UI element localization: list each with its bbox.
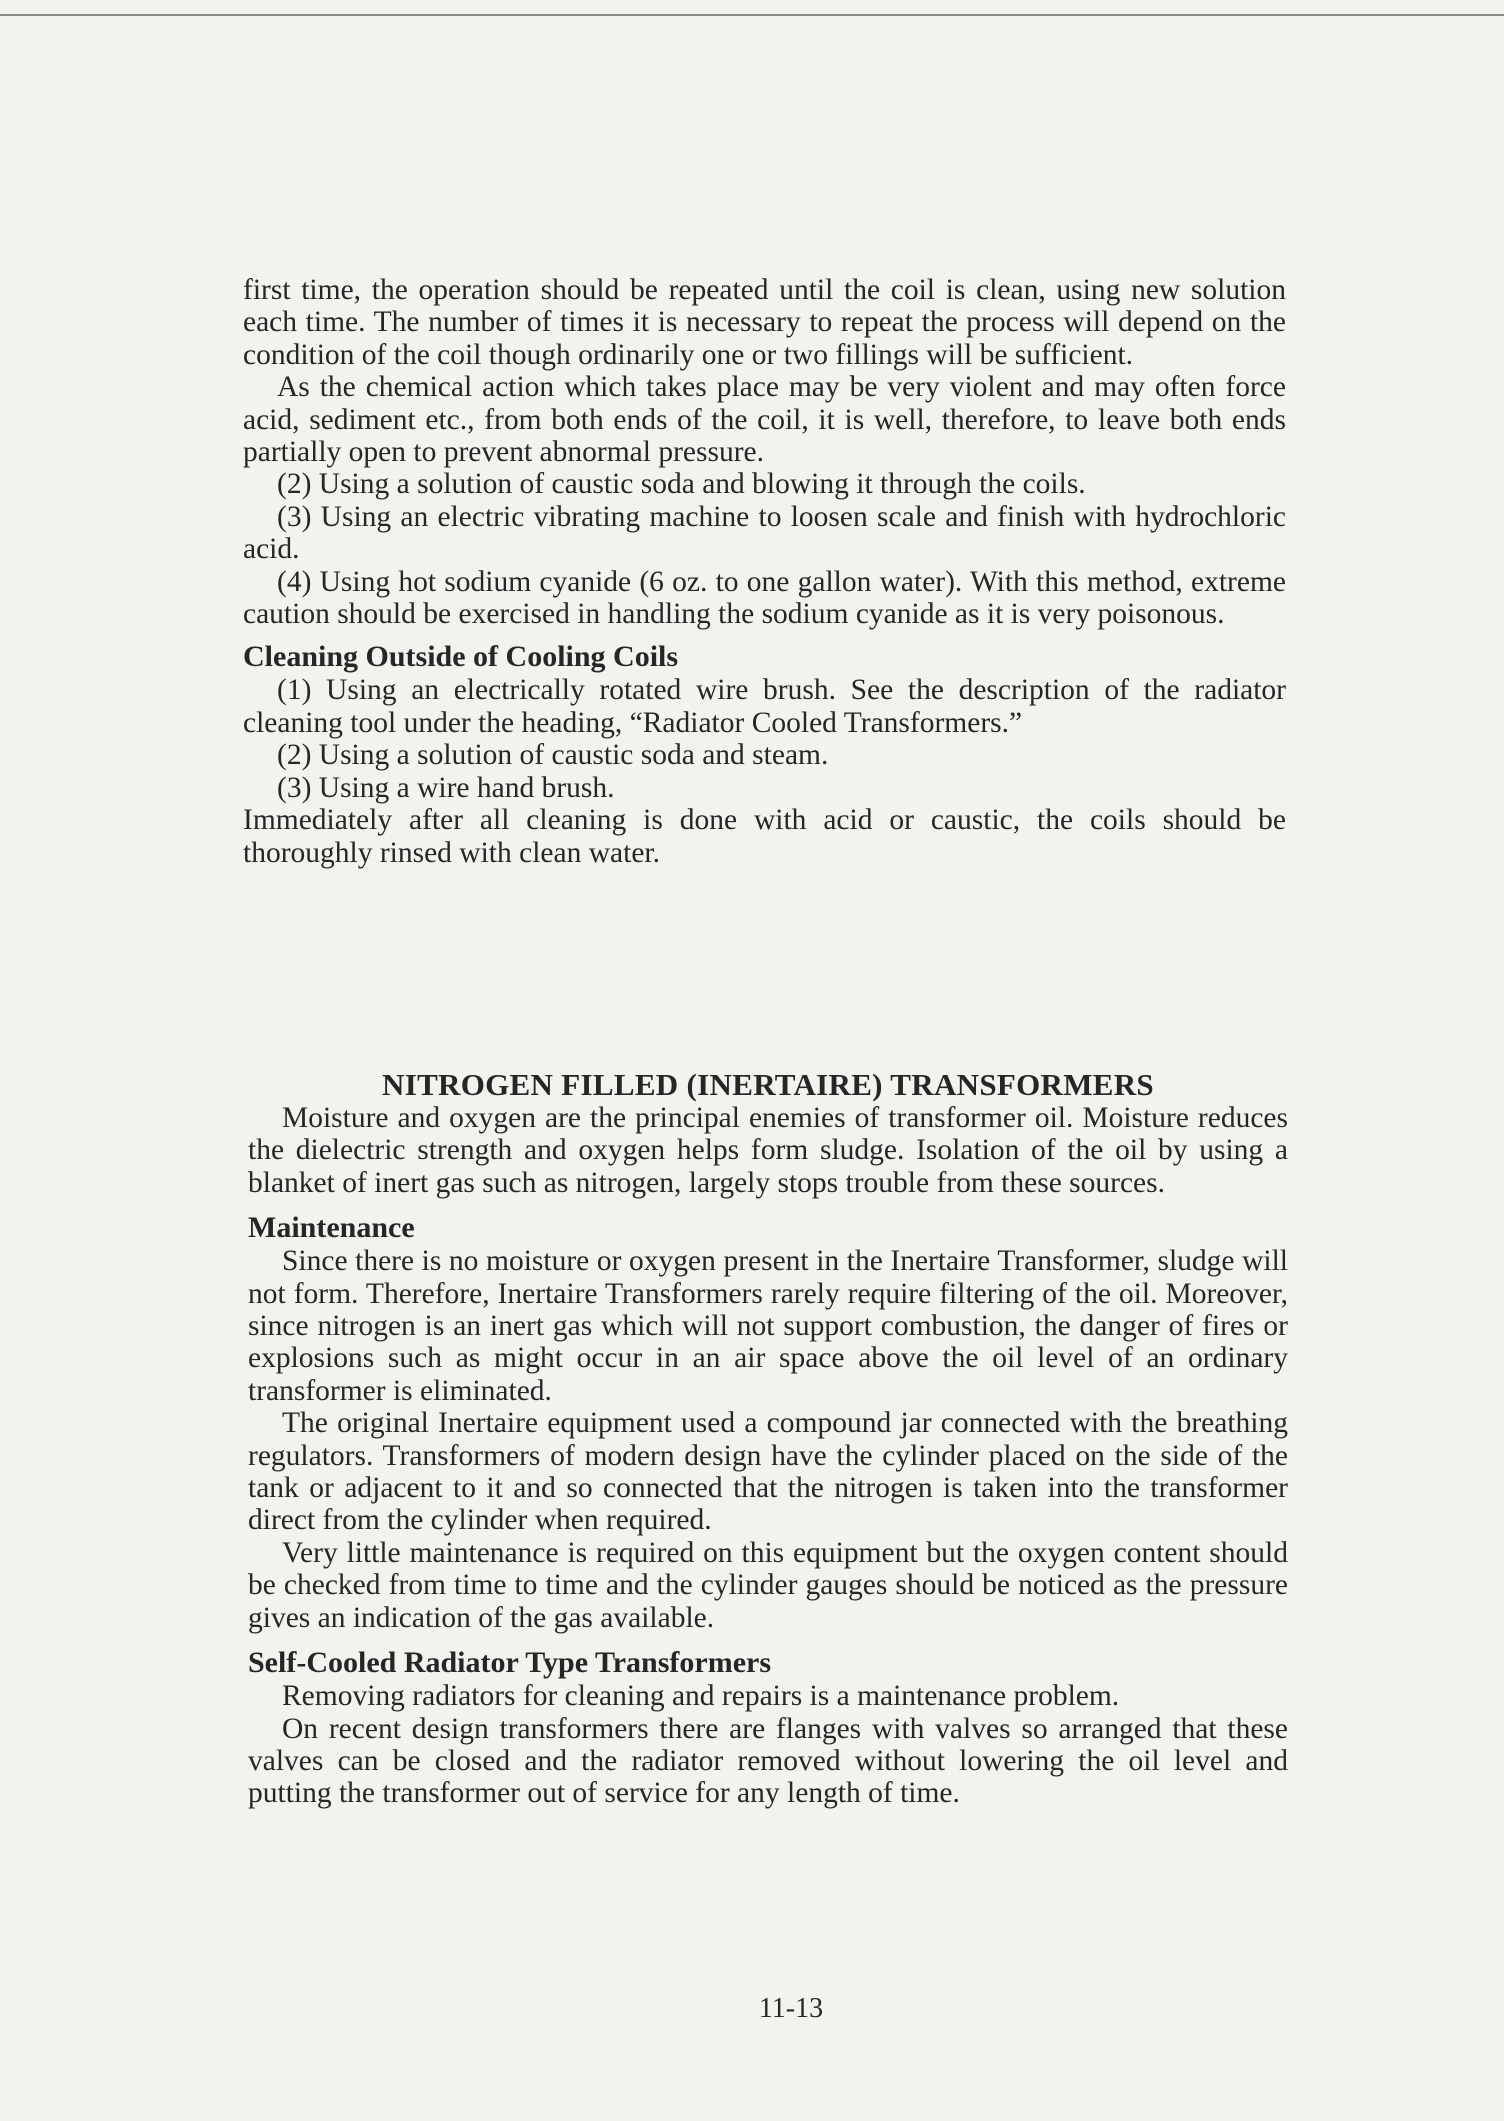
- paragraph-maintenance-2: The original Inertaire equipment used a compound jar connected with the breathing regulators. Transformers of modern design have the cylinder placed on the side of the tank or adjacent to it and so connected that the nitrogen is taken into the transformer direct from the cylinder when required.: [248, 1407, 1288, 1537]
- list-item-method-4: (4) Using hot sodium cyanide (6 oz. to one gallon water). With this method, extreme caution should be exercised in handling the sodium cyanide as it is very poisonous.: [243, 565, 1286, 631]
- text-column-upper: [243, 274, 1286, 869]
- top-rule: [0, 14, 1504, 16]
- section-title-nitrogen: NITROGEN FILLED (INERTAIRE) TRANSFORMERS: [382, 1067, 1154, 1102]
- paragraph-maintenance-3: Very little maintenance is required on this equipment but the oxygen content should be checked from time to time and the cylinder gauges should be noticed as the pressure gives an indication of the gas available.: [248, 1536, 1288, 1634]
- paragraph-rinse: Immediately after all cleaning is done with acid or caustic, the coils should be thoroughly rinsed with clean water.: [243, 804, 1286, 869]
- list-item-outside-2: (2) Using a solution of caustic soda and steam.: [277, 739, 829, 772]
- heading-cleaning-outside: Cleaning Outside of Cooling Coils: [243, 640, 679, 674]
- list-item-outside-1: (1) Using an electrically rotated wire brush. See the description of the radiator cleaning tool under the heading, “Radiator Cooled Transformers.”: [243, 674, 1286, 739]
- heading-maintenance: Maintenance: [248, 1211, 415, 1245]
- text-column-lower: [248, 1068, 1288, 1810]
- list-item-method-2: (2) Using a solution of caustic soda and blowing it through the coils.: [277, 468, 1086, 501]
- paragraph-continuation: first time, the operation should be repeated until the coil is clean, using new solution each time. The number of times it is necessary to repeat the process will depend on the condition of the coil though ordinarily one or two fillings will be sufficient.: [243, 274, 1286, 371]
- paragraph-maintenance-1: Since there is no moisture or oxygen present in the Inertaire Transformer, sludge will not form. Therefore, Inertaire Transformers rarely require filtering of the oil. Moreover, since nitrogen is an inert gas which will not support combustion, the danger of fires or explosions such as might occur in an air space above the oil level of an ordinary transformer is eliminated.: [248, 1245, 1288, 1407]
- paragraph-nitrogen-intro: Moisture and oxygen are the principal enemies of transformer oil. Moisture reduces the dielectric strength and oxygen helps form sludge. Isolation of the oil by using a blanket of inert gas such as nitrogen, largely stops trouble from these sources.: [248, 1102, 1288, 1199]
- paragraph-radiators-1: Removing radiators for cleaning and repairs is a maintenance problem.: [282, 1680, 1120, 1713]
- paragraph-chemical-action: As the chemical action which takes place may be very violent and may often force acid, sediment etc., from both ends of the coil, it is well, therefore, to leave both ends partially open to prevent abnormal pressure.: [243, 371, 1286, 469]
- list-item-method-3: (3) Using an electric vibrating machine to loosen scale and finish with hydrochloric acid.: [243, 500, 1286, 566]
- page-number: 11-13: [758, 1993, 824, 2024]
- list-item-outside-3: (3) Using a wire hand brush.: [277, 771, 615, 804]
- heading-self-cooled: Self-Cooled Radiator Type Transformers: [248, 1646, 772, 1680]
- paragraph-radiators-2: On recent design transformers there are flanges with valves so arranged that these valves can be closed and the radiator removed without lowering the oil level and putting the transformer out of service for any length of time.: [248, 1712, 1288, 1810]
